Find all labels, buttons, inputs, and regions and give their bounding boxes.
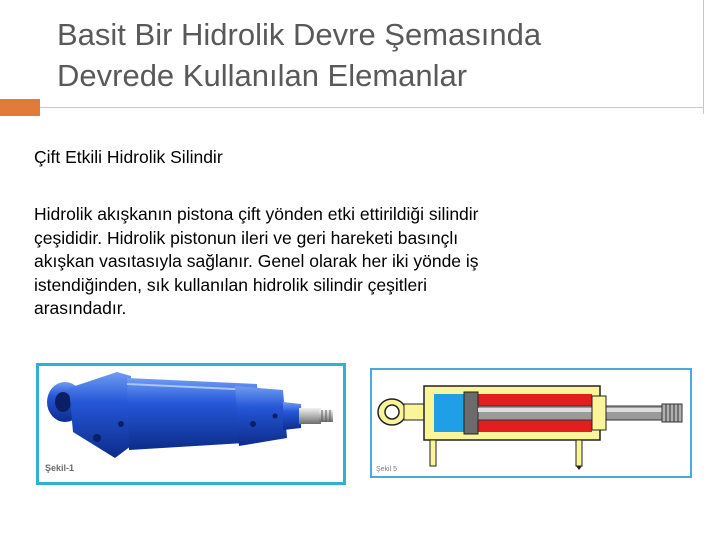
figure-caption: Şekil-1 xyxy=(45,463,75,473)
accent-square xyxy=(0,99,40,116)
paragraph-line: çeşididir. Hidrolik pistonun ileri ve geri hareketi basınçlı xyxy=(34,227,459,248)
cylinder-section-diagram xyxy=(372,370,690,476)
paragraph-line: arasındadır. xyxy=(34,298,127,318)
paragraph-line: akışkan vasıtasıyla sağlanır. Genel olarak her iki yönde iş xyxy=(34,251,479,271)
slide-title xyxy=(57,14,697,96)
cylinder-section-figure xyxy=(370,368,692,478)
paragraph-line: Hidrolik akışkanın pistona çift yönden etki ettirildiği silindir xyxy=(34,204,479,224)
slide-title-line-2: Devrede Kullanılan Elemanlar xyxy=(57,58,468,93)
hydraulic-cylinder-photo xyxy=(39,366,343,482)
figure-caption: Şekil 5 xyxy=(376,466,398,473)
subheading: Çift Etkili Hidrolik Silindir xyxy=(34,147,223,167)
slide-title-line-1: Basit Bir Hidrolik Devre Şemasında xyxy=(57,17,542,52)
title-side-line xyxy=(703,0,704,114)
paragraph-line: istendiğinden, sık kullanılan hidrolik silindir çeşitleri xyxy=(34,274,427,295)
title-divider xyxy=(40,107,704,108)
cylinder-photo-figure xyxy=(36,363,346,485)
body-paragraph xyxy=(34,203,674,321)
